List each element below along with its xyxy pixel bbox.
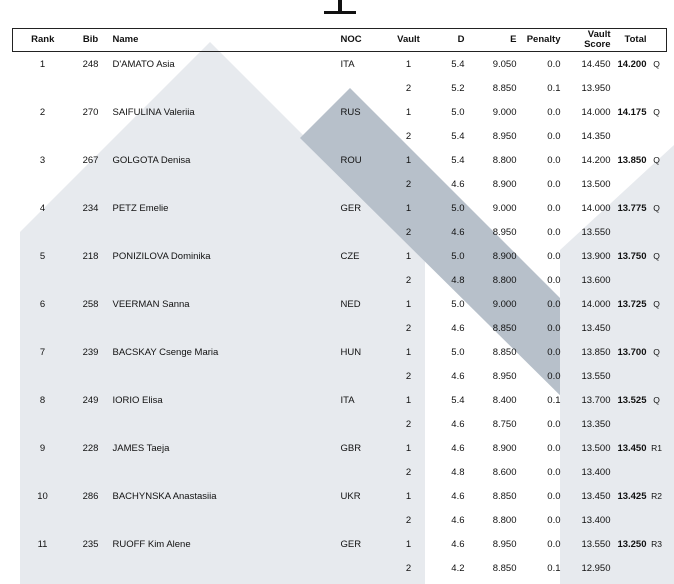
athlete-row: [13, 436, 667, 460]
noc-cell: GBR: [340, 442, 362, 454]
noc-cell-empty: [341, 172, 381, 196]
noc-cell-empty: [341, 124, 381, 148]
qualification-cell-empty: [647, 76, 667, 100]
execution-cell: 8.950: [492, 370, 517, 382]
vault-score-cell: 13.850: [581, 346, 611, 358]
difficulty-cell: 5.4: [451, 394, 465, 406]
total-cell-empty: [611, 316, 647, 340]
difficulty-cell: 4.8: [451, 274, 465, 286]
athlete-vault-row: [13, 220, 667, 244]
noc-cell: ITA: [340, 394, 355, 406]
col-name-header: Name: [109, 29, 341, 52]
total-cell-empty: [611, 364, 647, 388]
noc-cell: GER: [340, 538, 362, 550]
execution-cell: 9.000: [492, 202, 517, 214]
total-cell-empty: [611, 268, 647, 292]
execution-cell: 8.950: [492, 538, 517, 550]
athlete-vault-row: [13, 124, 667, 148]
execution-cell: 9.050: [492, 58, 517, 70]
results-document: [12, 28, 666, 580]
penalty-cell: 0.0: [547, 154, 561, 166]
vault-number-cell: 2: [405, 562, 412, 574]
athlete-row: [13, 292, 667, 316]
qualification-cell: R2: [651, 491, 662, 501]
col-penalty-header: Penalty: [517, 29, 561, 52]
name-cell-empty: [109, 268, 341, 292]
vault-number-cell: 2: [405, 130, 412, 142]
name-cell-empty: [109, 220, 341, 244]
vault-number-cell: 2: [405, 82, 412, 94]
athlete-name-cell: RUOFF Kim Alene: [112, 538, 191, 550]
rank-cell: 9: [39, 442, 46, 454]
athlete-row: [13, 244, 667, 268]
vault-score-cell: 12.950: [581, 562, 611, 574]
total-cell: 13.425: [617, 490, 647, 502]
execution-cell: 8.950: [492, 130, 517, 142]
qualification-cell-empty: [647, 364, 667, 388]
name-cell-empty: [109, 124, 341, 148]
difficulty-cell: 5.4: [451, 130, 465, 142]
vault-number-cell: 1: [405, 202, 412, 214]
rank-cell: 8: [39, 394, 46, 406]
rank-cell: 5: [39, 250, 46, 262]
athlete-name-cell: GOLGOTA Denisa: [112, 154, 191, 166]
vault-score-cell: 13.950: [581, 82, 611, 94]
difficulty-cell: 4.6: [451, 322, 465, 334]
rank-cell-empty: [13, 364, 73, 388]
col-total-header: Total: [611, 29, 647, 52]
bib-cell: 270: [82, 106, 99, 118]
vault-score-header-line2: Score: [584, 39, 611, 50]
athlete-row: [13, 196, 667, 220]
vault-score-cell: 13.350: [581, 418, 611, 430]
total-cell-empty: [611, 172, 647, 196]
vault-score-cell: 13.900: [581, 250, 611, 262]
vault-score-cell: 14.000: [581, 106, 611, 118]
bib-cell-empty: [73, 364, 109, 388]
vault-number-cell: 2: [405, 322, 412, 334]
vault-number-cell: 1: [405, 346, 412, 358]
qualification-cell: Q: [653, 299, 660, 309]
vault-number-cell: 1: [405, 442, 412, 454]
penalty-cell: 0.0: [547, 370, 561, 382]
qualification-cell-empty: [647, 220, 667, 244]
athlete-name-cell: JAMES Taeja: [112, 442, 170, 454]
rank-cell-empty: [13, 268, 73, 292]
difficulty-cell: 4.2: [451, 562, 465, 574]
difficulty-cell: 4.6: [451, 178, 465, 190]
bib-cell: 234: [82, 202, 99, 214]
noc-cell: RUS: [340, 106, 361, 118]
noc-cell-empty: [341, 268, 381, 292]
athlete-vault-row: [13, 460, 667, 484]
total-cell-empty: [611, 508, 647, 532]
athlete-vault-row: [13, 412, 667, 436]
bib-cell: 218: [82, 250, 99, 262]
execution-cell: 8.800: [492, 514, 517, 526]
noc-cell-empty: [341, 364, 381, 388]
penalty-cell: 0.0: [547, 274, 561, 286]
vault-score-cell: 14.350: [581, 130, 611, 142]
qualification-cell: Q: [653, 203, 660, 213]
rank-cell-empty: [13, 172, 73, 196]
qualification-cell-empty: [647, 124, 667, 148]
bib-cell-empty: [73, 508, 109, 532]
difficulty-cell: 4.8: [451, 466, 465, 478]
athlete-vault-row: [13, 508, 667, 532]
vault-score-cell: 14.200: [581, 154, 611, 166]
athlete-vault-row: [13, 316, 667, 340]
rank-cell: 1: [39, 58, 46, 70]
vault-score-cell: 13.550: [581, 538, 611, 550]
athlete-name-cell: SAIFULINA Valeriia: [112, 106, 195, 118]
athlete-row: [13, 100, 667, 124]
qualification-cell-empty: [647, 556, 667, 580]
penalty-cell: 0.0: [547, 490, 561, 502]
difficulty-cell: 4.6: [451, 226, 465, 238]
rank-cell-empty: [13, 316, 73, 340]
total-cell-empty: [611, 220, 647, 244]
noc-cell: NED: [340, 298, 361, 310]
total-cell: 13.750: [617, 250, 647, 262]
penalty-cell: 0.0: [547, 130, 561, 142]
name-cell-empty: [109, 556, 341, 580]
rank-cell: 10: [37, 490, 48, 502]
rank-cell: 11: [37, 538, 48, 550]
total-cell: 13.525: [617, 394, 647, 406]
athlete-vault-row: [13, 172, 667, 196]
total-cell-empty: [611, 76, 647, 100]
athlete-row: [13, 388, 667, 412]
name-cell-empty: [109, 316, 341, 340]
penalty-cell: 0.0: [547, 298, 561, 310]
difficulty-cell: 5.0: [451, 106, 465, 118]
bib-cell: 249: [82, 394, 99, 406]
athlete-name-cell: PETZ Emelie: [112, 202, 169, 214]
rank-cell-empty: [13, 508, 73, 532]
results-body: [13, 52, 667, 581]
bib-cell-empty: [73, 316, 109, 340]
qualification-cell: Q: [653, 251, 660, 261]
athlete-vault-row: [13, 556, 667, 580]
col-d-header: D: [437, 29, 471, 52]
execution-cell: 8.750: [492, 418, 517, 430]
athlete-vault-row: [13, 364, 667, 388]
penalty-cell: 0.0: [547, 178, 561, 190]
bib-cell: 258: [82, 298, 99, 310]
rank-cell-empty: [13, 220, 73, 244]
bib-cell-empty: [73, 460, 109, 484]
qualification-cell: R3: [651, 539, 662, 549]
vault-score-cell: 13.600: [581, 274, 611, 286]
col-rank-header: Rank: [13, 29, 73, 52]
bib-cell-empty: [73, 76, 109, 100]
noc-cell-empty: [341, 220, 381, 244]
execution-cell: 8.850: [492, 346, 517, 358]
difficulty-cell: 4.6: [451, 490, 465, 502]
execution-cell: 8.900: [492, 178, 517, 190]
total-cell: 14.175: [617, 106, 647, 118]
difficulty-cell: 5.0: [451, 346, 465, 358]
qualification-cell-empty: [647, 268, 667, 292]
rank-cell: 6: [39, 298, 46, 310]
athlete-row: [13, 532, 667, 556]
results-table: [12, 28, 667, 580]
athlete-name-cell: VEERMAN Sanna: [112, 298, 190, 310]
athlete-name-cell: IORIO Elisa: [112, 394, 163, 406]
qualification-cell-empty: [647, 412, 667, 436]
total-cell-empty: [611, 412, 647, 436]
vault-number-cell: 2: [405, 418, 412, 430]
qualification-cell: R1: [651, 443, 662, 453]
noc-cell-empty: [341, 316, 381, 340]
vault-score-cell: 14.000: [581, 298, 611, 310]
difficulty-cell: 4.6: [451, 514, 465, 526]
total-cell: 13.850: [617, 154, 647, 166]
athlete-row: [13, 52, 667, 77]
execution-cell: 9.000: [492, 106, 517, 118]
vault-number-cell: 2: [405, 274, 412, 286]
total-cell: 13.700: [617, 346, 647, 358]
rank-cell-empty: [13, 412, 73, 436]
vault-number-cell: 2: [405, 514, 412, 526]
vault-number-cell: 2: [405, 226, 412, 238]
noc-cell: CZE: [340, 250, 360, 262]
penalty-cell: 0.0: [547, 346, 561, 358]
vault-score-cell: 13.550: [581, 370, 611, 382]
name-cell-empty: [109, 412, 341, 436]
penalty-cell: 0.0: [547, 226, 561, 238]
total-cell: 13.775: [617, 202, 647, 214]
name-cell-empty: [109, 76, 341, 100]
vault-number-cell: 1: [405, 58, 412, 70]
difficulty-cell: 4.6: [451, 442, 465, 454]
rank-cell: 7: [39, 346, 46, 358]
qualification-cell: Q: [653, 347, 660, 357]
rank-cell-empty: [13, 556, 73, 580]
qualification-cell-empty: [647, 460, 667, 484]
qualification-cell: Q: [653, 155, 660, 165]
bib-cell-empty: [73, 268, 109, 292]
noc-cell: UKR: [340, 490, 361, 502]
penalty-cell: 0.0: [547, 106, 561, 118]
header-row: [13, 29, 667, 52]
noc-cell: HUN: [340, 346, 362, 358]
col-vault-header: Vault: [381, 29, 437, 52]
total-cell-empty: [611, 460, 647, 484]
bib-cell: 286: [82, 490, 99, 502]
total-cell-empty: [611, 124, 647, 148]
noc-cell-empty: [341, 508, 381, 532]
name-cell-empty: [109, 508, 341, 532]
penalty-cell: 0.0: [547, 202, 561, 214]
penalty-cell: 0.0: [547, 466, 561, 478]
vault-number-cell: 2: [405, 370, 412, 382]
bib-cell-empty: [73, 172, 109, 196]
difficulty-cell: 5.0: [451, 298, 465, 310]
rank-cell: 2: [39, 106, 46, 118]
name-cell-empty: [109, 364, 341, 388]
execution-cell: 8.800: [492, 154, 517, 166]
difficulty-cell: 4.6: [451, 418, 465, 430]
vault-score-cell: 13.450: [581, 490, 611, 502]
difficulty-cell: 5.4: [451, 58, 465, 70]
penalty-cell: 0.0: [547, 322, 561, 334]
bib-cell: 239: [82, 346, 99, 358]
athlete-vault-row: [13, 76, 667, 100]
execution-cell: 8.850: [492, 322, 517, 334]
vault-score-cell: 13.400: [581, 466, 611, 478]
athlete-name-cell: BACSKAY Csenge Maria: [112, 346, 219, 358]
col-e-header: E: [471, 29, 517, 52]
noc-cell: ROU: [340, 154, 362, 166]
qualification-cell: Q: [653, 107, 660, 117]
vault-number-cell: 1: [405, 394, 412, 406]
total-cell: 14.200: [617, 58, 647, 70]
execution-cell: 8.950: [492, 226, 517, 238]
rank-cell-empty: [13, 76, 73, 100]
execution-cell: 8.900: [492, 442, 517, 454]
execution-cell: 8.600: [492, 466, 517, 478]
vault-score-header-line1: Vault: [587, 29, 611, 40]
penalty-cell: 0.1: [547, 562, 561, 574]
penalty-cell: 0.1: [547, 394, 561, 406]
penalty-cell: 0.0: [547, 250, 561, 262]
rank-cell: 3: [39, 154, 46, 166]
vault-number-cell: 1: [405, 154, 412, 166]
bib-cell: 235: [82, 538, 99, 550]
rank-cell-empty: [13, 460, 73, 484]
vault-score-cell: 13.450: [581, 322, 611, 334]
col-qual-header: [647, 29, 667, 52]
difficulty-cell: 4.6: [451, 370, 465, 382]
bib-cell: 267: [82, 154, 99, 166]
penalty-cell: 0.1: [547, 82, 561, 94]
noc-cell-empty: [341, 76, 381, 100]
vault-score-cell: 14.000: [581, 202, 611, 214]
total-cell-empty: [611, 556, 647, 580]
qualification-cell: Q: [653, 395, 660, 405]
penalty-cell: 0.0: [547, 58, 561, 70]
bib-cell: 248: [82, 58, 99, 70]
vault-score-cell: 13.500: [581, 178, 611, 190]
col-noc-header: NOC: [341, 29, 381, 52]
difficulty-cell: 5.0: [451, 202, 465, 214]
noc-cell-empty: [341, 556, 381, 580]
rank-cell: 4: [39, 202, 46, 214]
bib-cell-empty: [73, 124, 109, 148]
col-vault-score-header: [561, 29, 611, 52]
athlete-row: [13, 484, 667, 508]
vault-number-cell: 1: [405, 250, 412, 262]
noc-cell-empty: [341, 412, 381, 436]
athlete-name-cell: PONIZILOVA Dominika: [112, 250, 211, 262]
execution-cell: 8.900: [492, 250, 517, 262]
total-cell: 13.450: [617, 442, 647, 454]
vault-score-cell: 13.400: [581, 514, 611, 526]
name-cell-empty: [109, 172, 341, 196]
execution-cell: 9.000: [492, 298, 517, 310]
qualification-cell-empty: [647, 316, 667, 340]
col-bib-header: Bib: [73, 29, 109, 52]
bib-cell-empty: [73, 556, 109, 580]
vault-number-cell: 2: [405, 466, 412, 478]
athlete-name-cell: D'AMATO Asia: [112, 58, 175, 70]
penalty-cell: 0.0: [547, 514, 561, 526]
vault-number-cell: 1: [405, 106, 412, 118]
bib-cell: 228: [82, 442, 99, 454]
athlete-name-cell: BACHYNSKA Anastasiia: [112, 490, 217, 502]
total-cell: 13.725: [617, 298, 647, 310]
noc-cell: GER: [340, 202, 362, 214]
top-logo-fragment: [322, 0, 358, 14]
bib-cell-empty: [73, 412, 109, 436]
execution-cell: 8.800: [492, 274, 517, 286]
name-cell-empty: [109, 460, 341, 484]
penalty-cell: 0.0: [547, 442, 561, 454]
vault-number-cell: 1: [405, 490, 412, 502]
athlete-vault-row: [13, 268, 667, 292]
vault-score-cell: 13.550: [581, 226, 611, 238]
execution-cell: 8.850: [492, 82, 517, 94]
total-cell: 13.250: [617, 538, 647, 550]
athlete-row: [13, 340, 667, 364]
vault-number-cell: 1: [405, 538, 412, 550]
execution-cell: 8.400: [492, 394, 517, 406]
execution-cell: 8.850: [492, 562, 517, 574]
difficulty-cell: 5.2: [451, 82, 465, 94]
difficulty-cell: 4.6: [451, 538, 465, 550]
vault-number-cell: 1: [405, 298, 412, 310]
rank-cell-empty: [13, 124, 73, 148]
penalty-cell: 0.0: [547, 418, 561, 430]
bib-cell-empty: [73, 220, 109, 244]
vault-score-cell: 14.450: [581, 58, 611, 70]
qualification-cell: Q: [653, 59, 660, 69]
qualification-cell-empty: [647, 172, 667, 196]
vault-score-cell: 13.500: [581, 442, 611, 454]
execution-cell: 8.850: [492, 490, 517, 502]
athlete-row: [13, 148, 667, 172]
noc-cell: ITA: [340, 58, 355, 70]
qualification-cell-empty: [647, 508, 667, 532]
vault-score-cell: 13.700: [581, 394, 611, 406]
noc-cell-empty: [341, 460, 381, 484]
vault-number-cell: 2: [405, 178, 412, 190]
difficulty-cell: 5.0: [451, 250, 465, 262]
difficulty-cell: 5.4: [451, 154, 465, 166]
penalty-cell: 0.0: [547, 538, 561, 550]
